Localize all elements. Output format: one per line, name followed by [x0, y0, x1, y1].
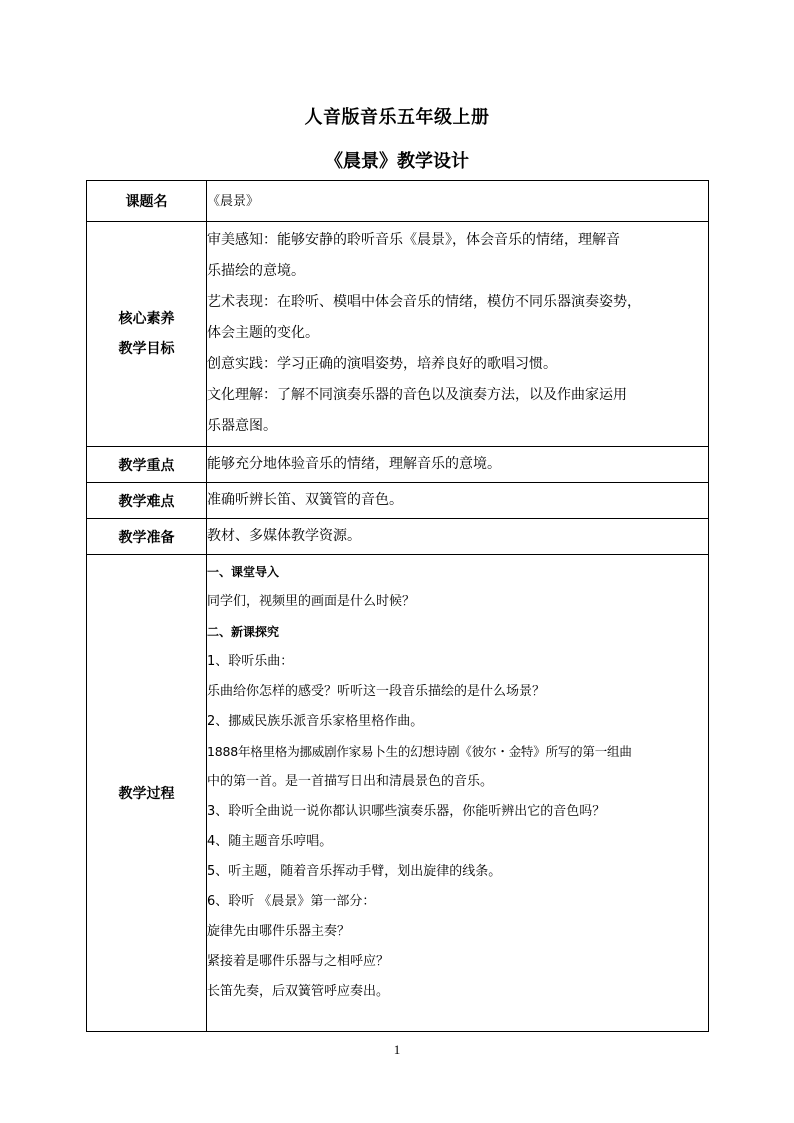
- cell-difficulty-label: 教学难点: [87, 483, 207, 519]
- table-row-key-points: [87, 447, 709, 483]
- cell-key-label: 教学重点: [87, 447, 207, 483]
- goals-label-line-1: 核心素养: [118, 311, 175, 327]
- process-line: 1888年格里格为挪威剧作家易卜生的幻想诗剧《彼尔・金特》所写的第一组曲: [207, 744, 632, 759]
- lesson-plan-table: [86, 180, 709, 1032]
- process-line: 旋律先由哪件乐器主奏？: [207, 924, 351, 939]
- process-line: 5、听主题，随着音乐挥动手臂，划出旋律的线条。: [207, 864, 502, 879]
- process-line: 中的第一首。是一首描写日出和清晨景色的音乐。: [207, 774, 494, 789]
- process-line: 4、随主题音乐哼唱。: [207, 834, 333, 849]
- process-heading: 二、新课探究: [207, 625, 280, 639]
- cell-name-value: 《晨景》: [207, 181, 709, 222]
- cell-process-content: [207, 555, 709, 1032]
- cell-process-label: 教学过程: [87, 555, 207, 1032]
- process-line: 1、聆听乐曲：: [207, 654, 294, 669]
- cell-key-value: 能够充分地体验音乐的情绪，理解音乐的意境。: [207, 447, 709, 483]
- table-row-name: [87, 181, 709, 222]
- cell-difficulty-value: 准确听辨长笛、双簧管的音色。: [207, 483, 709, 519]
- cell-goals-content: [207, 222, 709, 447]
- cell-prep-value: 教材、多媒体教学资源。: [207, 519, 709, 555]
- goal-line: 审美感知：能够安静的聆听音乐《晨景》，体会音乐的情绪，理解音: [207, 232, 620, 248]
- goals-label-line-2: 教学目标: [118, 341, 175, 357]
- goal-line: 乐器意图。: [207, 418, 277, 434]
- goal-line: 体会主题的变化。: [207, 325, 319, 341]
- document-title: 人音版音乐五年级上册: [304, 107, 490, 128]
- goal-line: 创意实践：学习正确的演唱姿势，培养良好的歌唱习惯。: [207, 356, 557, 372]
- document-subtitle: 《晨景》教学设计: [325, 151, 469, 172]
- page-number: 1: [393, 1042, 401, 1057]
- table-row-preparation: [87, 519, 709, 555]
- goal-line: 乐描绘的意境。: [207, 263, 305, 279]
- process-line: 长笛先奏，后双簧管呼应奏出。: [207, 984, 390, 999]
- process-line: 6、聆听 《晨景》第一部分：: [207, 894, 376, 909]
- goal-line: 艺术表现：在聆听、模唱中体会音乐的情绪，模仿不同乐器演奏姿势，: [207, 294, 641, 310]
- process-line: 乐曲给你怎样的感受？听听这一段音乐描绘的是什么场景？: [207, 684, 546, 699]
- table-row-difficulties: [87, 483, 709, 519]
- process-heading: 一、课堂导入: [207, 565, 280, 579]
- cell-prep-label: 教学准备: [87, 519, 207, 555]
- table-row-process: [87, 555, 709, 1032]
- process-line: 同学们，视频里的画面是什么时候？: [207, 594, 416, 609]
- process-line: 2、挪威民族乐派音乐家格里格作曲。: [207, 714, 424, 729]
- cell-goals-label: [87, 222, 207, 447]
- process-line: 3、聆听全曲说一说你都认识哪些演奏乐器，你能听辨出它的音色吗？: [207, 804, 606, 819]
- goal-line: 文化理解：了解不同演奏乐器的音色以及演奏方法，以及作曲家运用: [207, 387, 627, 403]
- process-line: 紧接着是哪件乐器与之相呼应？: [207, 954, 390, 969]
- table-row-goals: [87, 222, 709, 447]
- cell-name-label: 课题名: [87, 181, 207, 222]
